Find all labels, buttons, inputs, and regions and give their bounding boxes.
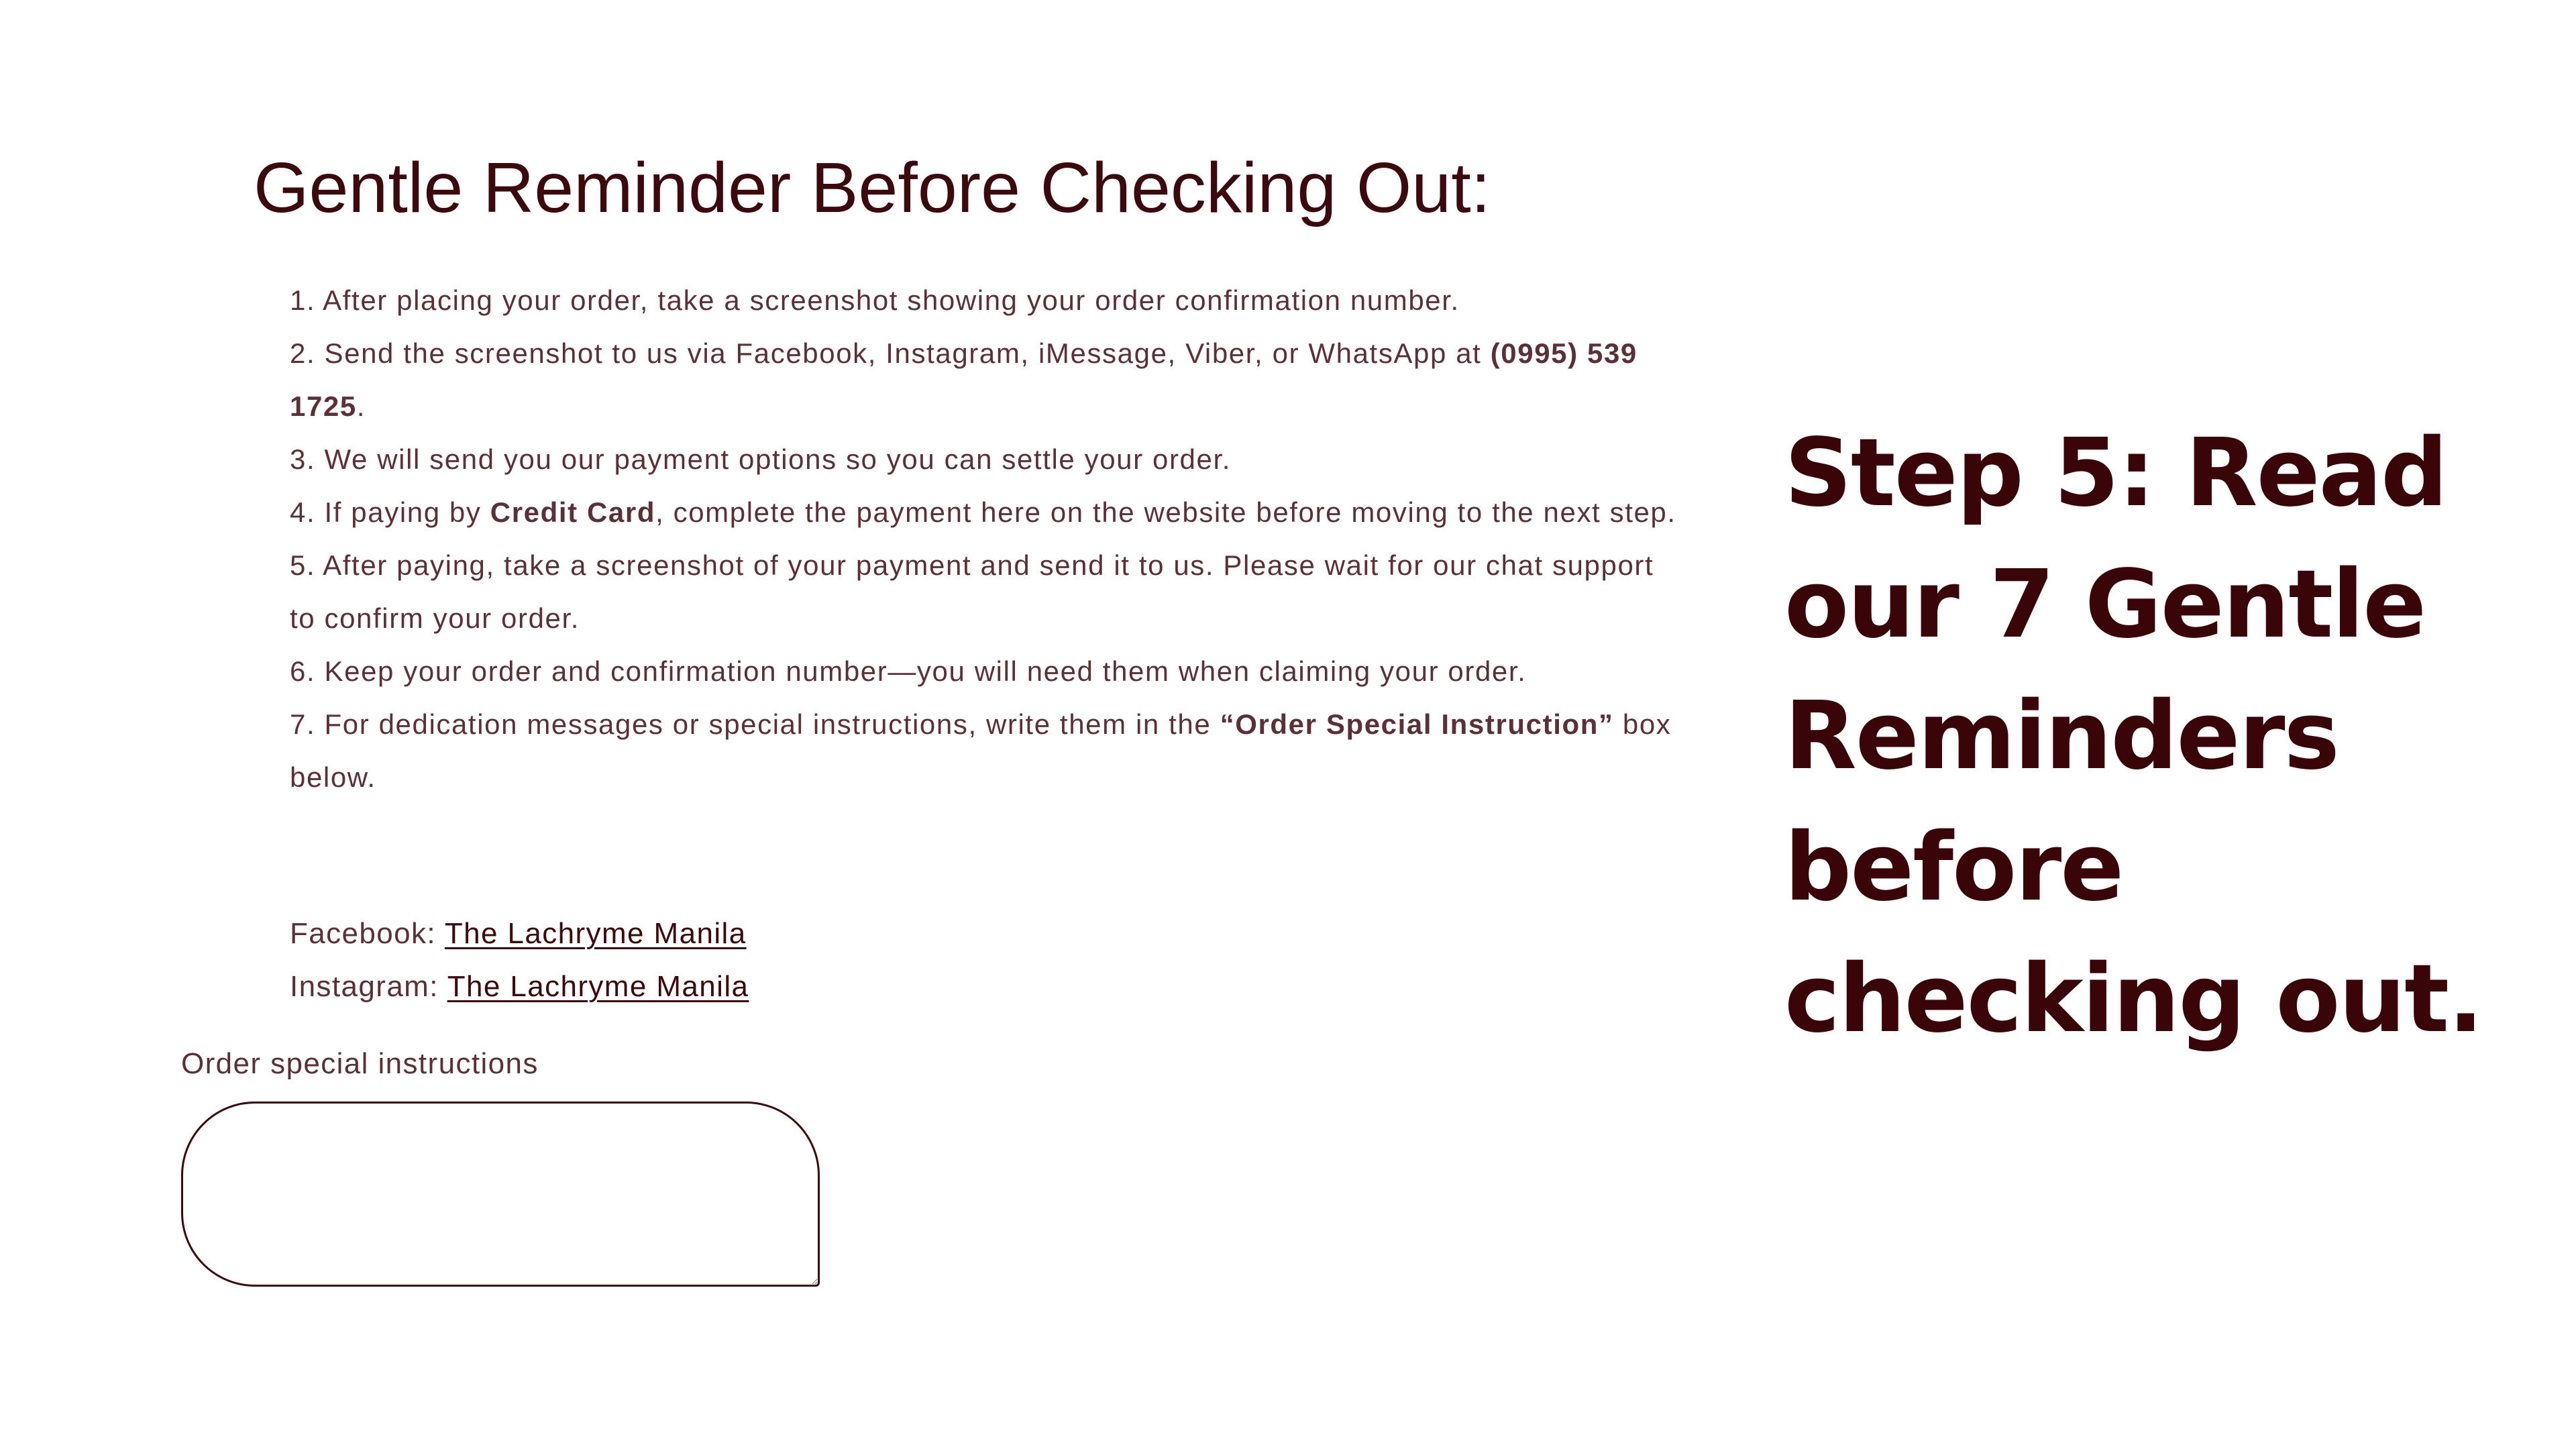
reminder-list [290,274,1685,804]
phone-number: (0995) 539 1725 [290,337,1638,422]
reminder-item-1 [290,274,1685,327]
special-instructions-textarea[interactable] [181,1102,820,1287]
facebook-label: Facebook: [290,917,445,950]
reminder-item-text: . [356,390,366,422]
reminder-item-text: box below. [290,708,1672,793]
step-heading: Step 5: Read our 7 Gentle Reminders before checking out. [1784,419,2483,1054]
reminder-item-7 [290,698,1685,804]
reminder-item-5 [290,539,1685,645]
instagram-row [290,960,1631,1013]
facebook-row [290,907,1631,960]
special-instruction-emphasis: “Order Special Instruction” [1220,708,1614,740]
reminder-item-2 [290,327,1685,433]
facebook-link[interactable]: The Lachryme Manila [444,917,747,950]
reminder-item-text: 3. We will send you our payment options so you can settle your order. [290,443,1231,475]
reminder-item-4 [290,486,1685,539]
instagram-link[interactable]: The Lachryme Manila [447,970,749,1003]
reminder-item-text: 4. If paying by [290,496,490,528]
instagram-label: Instagram: [290,970,447,1003]
reminder-item-text: 5. After paying, take a screenshot of your payment and send it to us. Please wait for our chat support to confirm your order. [290,549,1654,634]
page-title: Gentle Reminder Before Checking Out: [254,148,1491,227]
credit-card-emphasis: Credit Card [490,496,656,528]
reminder-item-text: , complete the payment here on the website before moving to the next step. [655,496,1676,528]
reminder-item-text: 1. After placing your order, take a screenshot showing your order confirmation number. [290,284,1460,316]
social-links [290,907,1631,1013]
special-instructions-label: Order special instructions [181,1047,539,1080]
reminder-item-text: 7. For dedication messages or special instructions, write them in the [290,708,1220,740]
reminder-item-text: 6. Keep your order and confirmation number—you will need them when claiming your order. [290,655,1527,687]
reminder-item-text: 2. Send the screenshot to us via Facebook, Instagram, iMessage, Viber, or WhatsApp at [290,337,1491,369]
reminder-item-3 [290,433,1685,486]
reminder-item-6 [290,645,1685,698]
